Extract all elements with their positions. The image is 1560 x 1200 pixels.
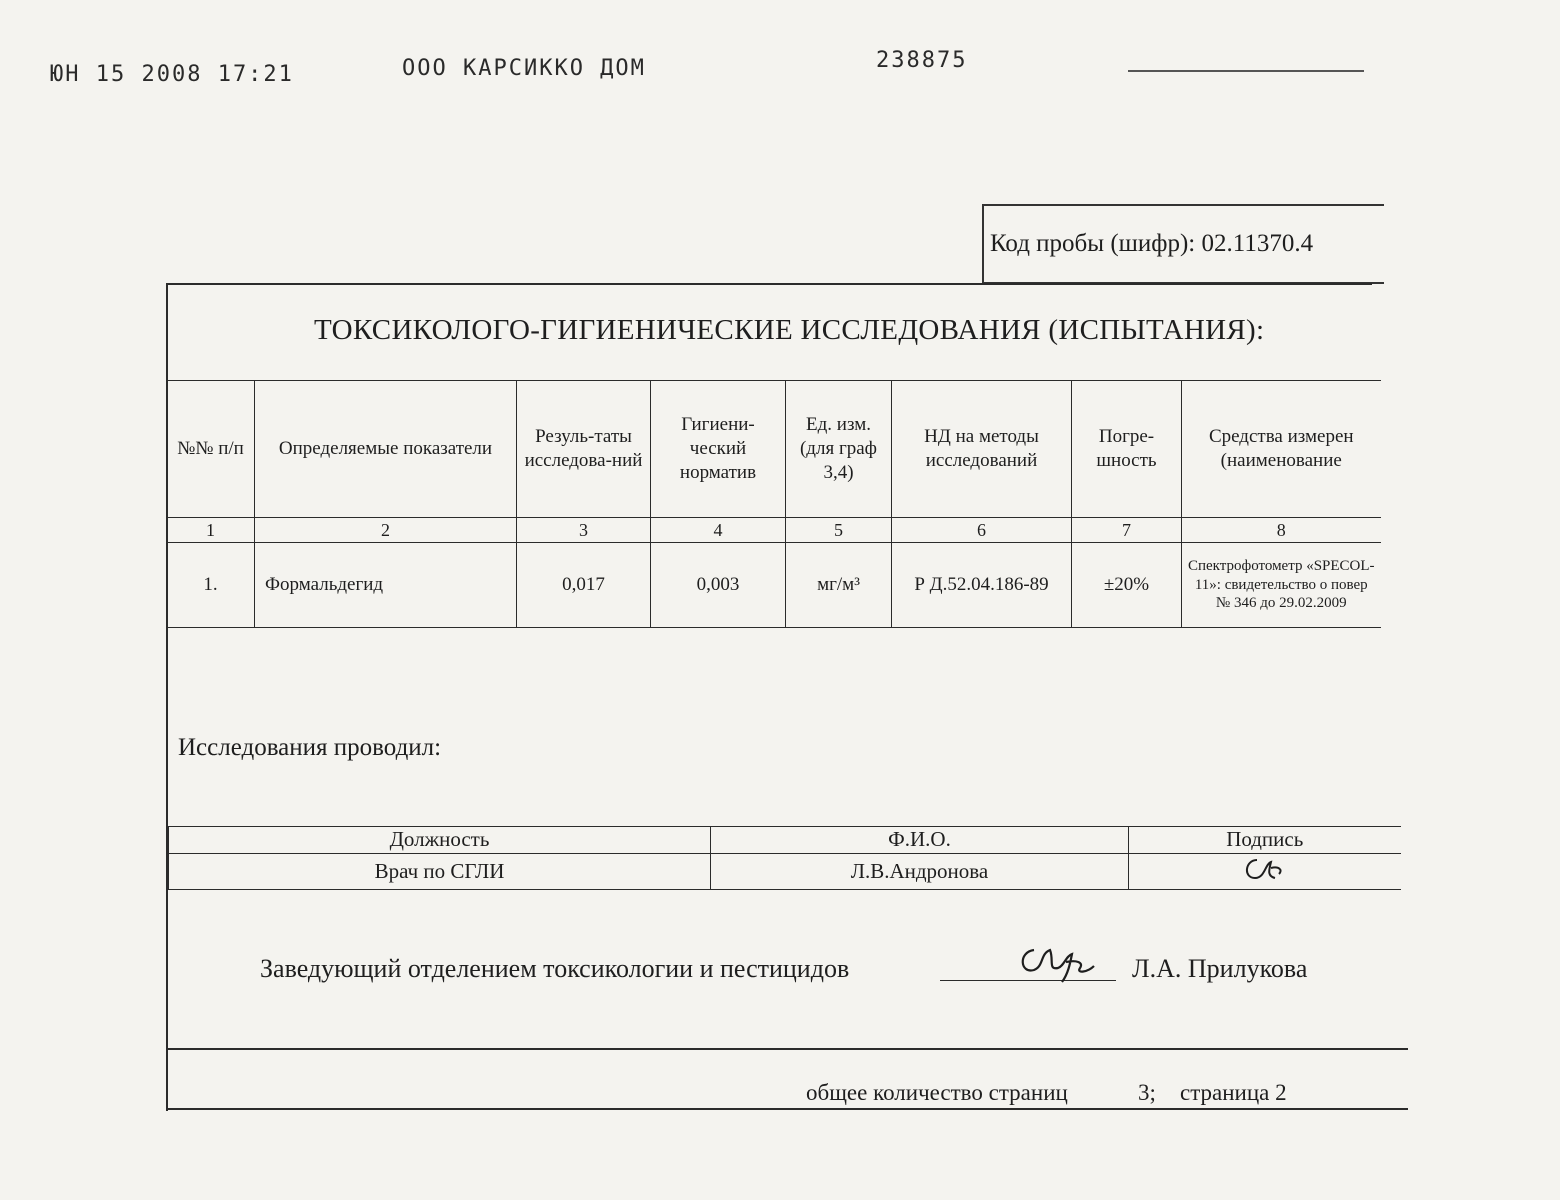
footer-divider [168,1048,1408,1050]
head-name: Л.А. Прилукова [1132,954,1308,983]
sample-code: Код пробы (шифр): 02.11370.4 [990,230,1314,257]
column-number: 2 [255,518,517,543]
page-number: страница 2 [1180,1080,1287,1105]
staff-header-signature: Подпись [1129,827,1401,854]
head-signature [1010,940,1110,988]
conducted-label: Исследования проводил: [178,734,442,761]
column-number-row [167,518,1381,543]
column-number: 3 [517,518,651,543]
results-table [166,380,1381,628]
section-title: ТОКСИКОЛОГО-ГИГИЕНИЧЕСКИЕ ИССЛЕДОВАНИЯ (ИСПЫТАНИЯ): [314,314,1265,346]
staff-header-name: Ф.И.О. [711,827,1129,854]
header-number: №№ п/п [167,381,255,518]
fax-sender: ООО КАРСИККО ДОМ [402,56,646,81]
column-number: 5 [786,518,892,543]
head-title: Заведующий отделением токсикологии и пестицидов [260,954,850,983]
total-pages-label: общее количество страниц [806,1080,1068,1105]
row-method: Р Д.52.04.186-89 [892,543,1072,628]
header-indicator: Определяемые показатели [255,381,517,518]
column-number: 7 [1072,518,1182,543]
header-unit: Ед. изм. (для граф 3,4) [786,381,892,518]
header-norm: Гигиени-ческий норматив [651,381,786,518]
header-instrument: Средства измерен (наименование [1182,381,1381,518]
staff-table [168,826,1401,890]
column-number: 6 [892,518,1072,543]
fax-number: 238875 [876,48,968,73]
row-error: ±20% [1072,543,1182,628]
fax-datetime: ЮН 15 2008 17:21 [50,62,294,87]
frame-top-border [166,283,1372,285]
fax-header-dash [1128,70,1364,72]
header-result: Резуль-таты исследова-ний [517,381,651,518]
staff-name: Л.В.Андронова [711,854,1129,890]
staff-signature [1235,854,1295,884]
frame-bottom-border [168,1108,1408,1110]
staff-header-row [169,827,1401,854]
row-number: 1. [167,543,255,628]
staff-position: Врач по СГЛИ [169,854,711,890]
column-number: 8 [1182,518,1381,543]
row-norm: 0,003 [651,543,786,628]
staff-header-position: Должность [169,827,711,854]
row-unit: мг/м³ [786,543,892,628]
table-row [167,543,1381,628]
column-number: 4 [651,518,786,543]
total-pages: 3; [1138,1080,1156,1105]
header-method: НД на методы исследований [892,381,1072,518]
header-error: Погре-шность [1072,381,1182,518]
row-instrument: Спектрофотометр «SPECOL-11»: свидетельство о повер № 346 до 29.02.2009 [1182,543,1381,628]
table-row [169,854,1401,890]
row-indicator: Формальдегид [255,543,517,628]
staff-signature-cell [1129,854,1401,890]
column-number: 1 [167,518,255,543]
row-result: 0,017 [517,543,651,628]
results-header-row [167,381,1381,518]
